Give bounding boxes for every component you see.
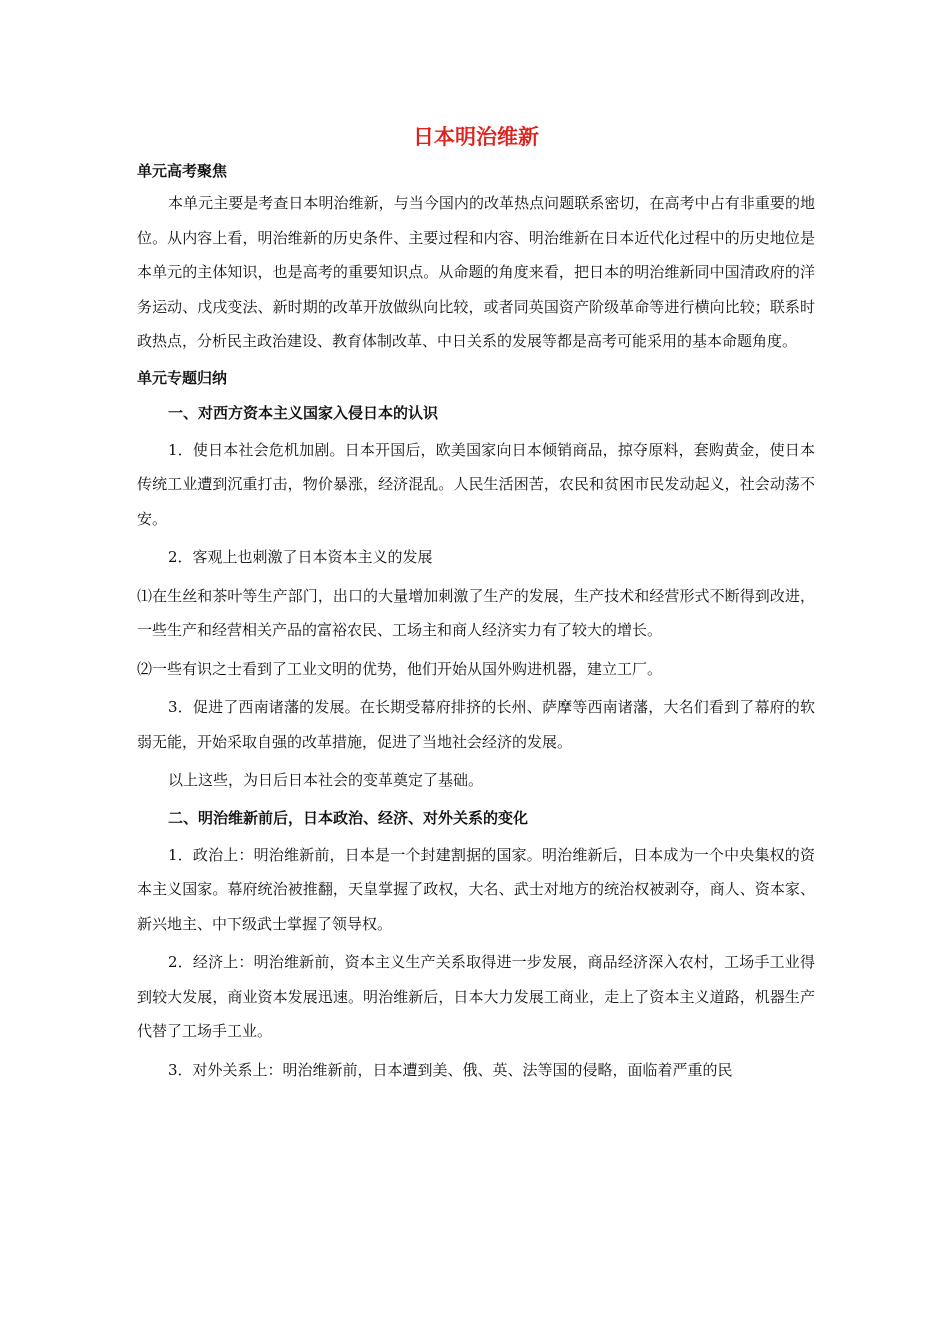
body-paragraph: 本单元主要是考查日本明治维新，与当今国内的改革热点问题联系密切，在高考中占有非重要的地位。从内容上看，明治维新的历史条件、主要过程和内容、明治维新在日本近代化过程中的历史地位是本单元的主体知识，也是高考的重要知识点。从命题的角度来看，把日本的明治维新同中国清政府的洋务运动、戊戌变法、新时期的改革开放做纵向比较，或者同英国资产阶级革命等进行横向比较；联系时政热点，分析民主政治建设、教育体制改革、中日关系的发展等都是高考可能采用的基本命题角度。 [137,194,815,350]
body-paragraph: ⑴在生丝和茶叶等生产部门，出口的大量增加刺激了生产的发展，生产技术和经营形式不断得到改进，一些生产和经营相关产品的富裕农民、工场主和商人经济实力有了较大的增长。 [137,586,815,639]
document-title: 日本明治维新 [413,124,539,149]
subsection-heading-2: 二、明治维新前后，日本政治、经济、对外关系的变化 [168,808,529,827]
body-paragraph: 2．客观上也刺激了日本资本主义的发展 [168,548,433,566]
body-paragraph: 以上这些，为日后日本社会的变革奠定了基础。 [168,771,484,789]
body-paragraph: 3．促进了西南诸藩的发展。在长期受幕府排挤的长州、萨摩等西南诸藩，大名们看到了幕府的软弱无能，开始采取自强的改革措施，促进了当地社会经济的发展。 [137,698,815,751]
section-heading-summary: 单元专题归纳 [137,368,228,387]
document-page [137,118,815,1091]
body-paragraph: 2．经济上：明治维新前，资本主义生产关系取得进一步发展，商品经济深入农村，工场手工业得到较大发展，商业资本发展迅速。明治维新后，日本大力发展工商业，走上了资本主义道路，机器生产代替了工场手工业。 [137,953,815,1040]
body-paragraph: 1．使日本社会危机加剧。日本开国后，欧美国家向日本倾销商品，掠夺原料，套购黄金，使日本传统工业遭到沉重打击，物价暴涨，经济混乱。人民生活困苦，农民和贫困市民发动起义，社会动荡不安。 [137,440,815,528]
section-heading-focus: 单元高考聚焦 [137,162,228,180]
body-paragraph: 1．政治上：明治维新前，日本是一个封建割据的国家。明治维新后，日本成为一个中央集权的资本主义国家。幕府统治被推翻，天皇掌握了政权，大名、武士对地方的统治权被剥夺，商人、资本家、新兴地主、中下级武士掌握了领导权。 [137,845,815,933]
body-paragraph: 3．对外关系上：明治维新前，日本遭到美、俄、英、法等国的侵略，面临着严重的民 [168,1060,733,1079]
subsection-heading-1: 一、对西方资本主义国家入侵日本的认识 [168,403,439,422]
body-paragraph: ⑵一些有识之士看到了工业文明的优势，他们开始从国外购进机器，建立工厂。 [137,659,663,678]
